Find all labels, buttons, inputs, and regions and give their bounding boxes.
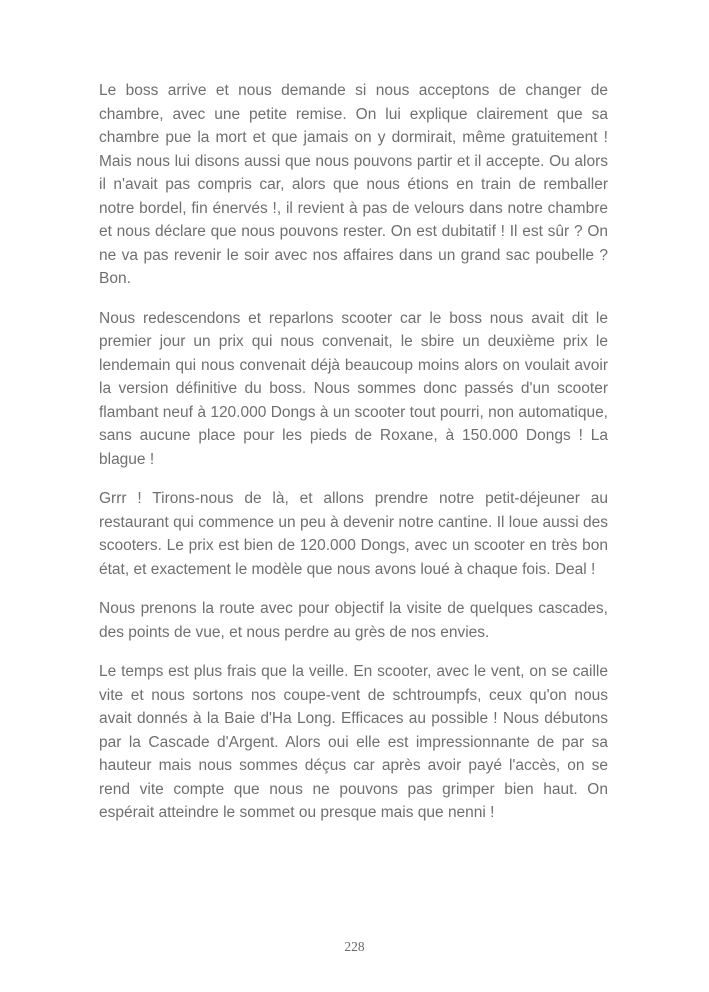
page-number: 228 [344,939,365,954]
page-footer [0,938,709,956]
paragraph-5: Le temps est plus frais que la veille. En scooter, avec le vent, on se caille vite et nous sortons nos coupe-vent de schtroumpfs, ceux qu'on nous avait donnés à la Baie d'Ha Long. Efficaces au possible ! Nous débutons par la Cascade d'Argent. Alors oui elle est impressionnante de par sa hauteur mais nous sommes déçus car après avoir payé l'accès, on se rend vite compte que nous ne pouvons pas grimper bien haut. On espérait atteindre le sommet ou presque mais que nenni ! [99,663,608,821]
paragraph-2: Nous redescendons et reparlons scooter car le boss nous avait dit le premier jour un prix qui nous convenait, le sbire un deuxième prix le lendemain qui nous convenait déjà beaucoup moins alors on voulait avoir la version définitive du boss. Nous sommes donc passés d'un scooter flambant neuf à 120.000 Dongs à un scooter tout pourri, non automatique, sans aucune place pour les pieds de Roxane, à 150.000 Dongs ! La blague ! [99,309,608,468]
paragraph-1: Le boss arrive et nous demande si nous acceptons de changer de chambre, avec une petite remise. On lui explique clairement que sa chambre pue la mort et que jamais on y dormirait, même gratuitement ! Mais nous lui disons aussi que nous pouvons partir et il accepte. Ou alors il n'avait pas compris car, alors que nous étions en train de remballer notre bordel, fin énervés !, il revient à pas de velours dans notre chambre et nous déclare que nous pouvons rester. On est dubitatif ! Il est sûr ? On ne va pas revenir le soir avec nos affaires dans un grand sac poubelle ? Bon. [99,82,608,287]
paragraph-3: Grrr ! Tirons-nous de là, et allons prendre notre petit-déjeuner au restaurant qui commence un peu à devenir notre cantine. Il loue aussi des scooters. Le prix est bien de 120.000 Dongs, avec un scooter en très bon état, et exactement le modèle que nous avons loué à chaque fois. Deal ! [99,490,608,578]
page-text [99,79,608,825]
paragraph-4: Nous prenons la route avec pour objectif la visite de quelques cascades, des points de vue, et nous perdre au grès de nos envies. [99,600,608,641]
